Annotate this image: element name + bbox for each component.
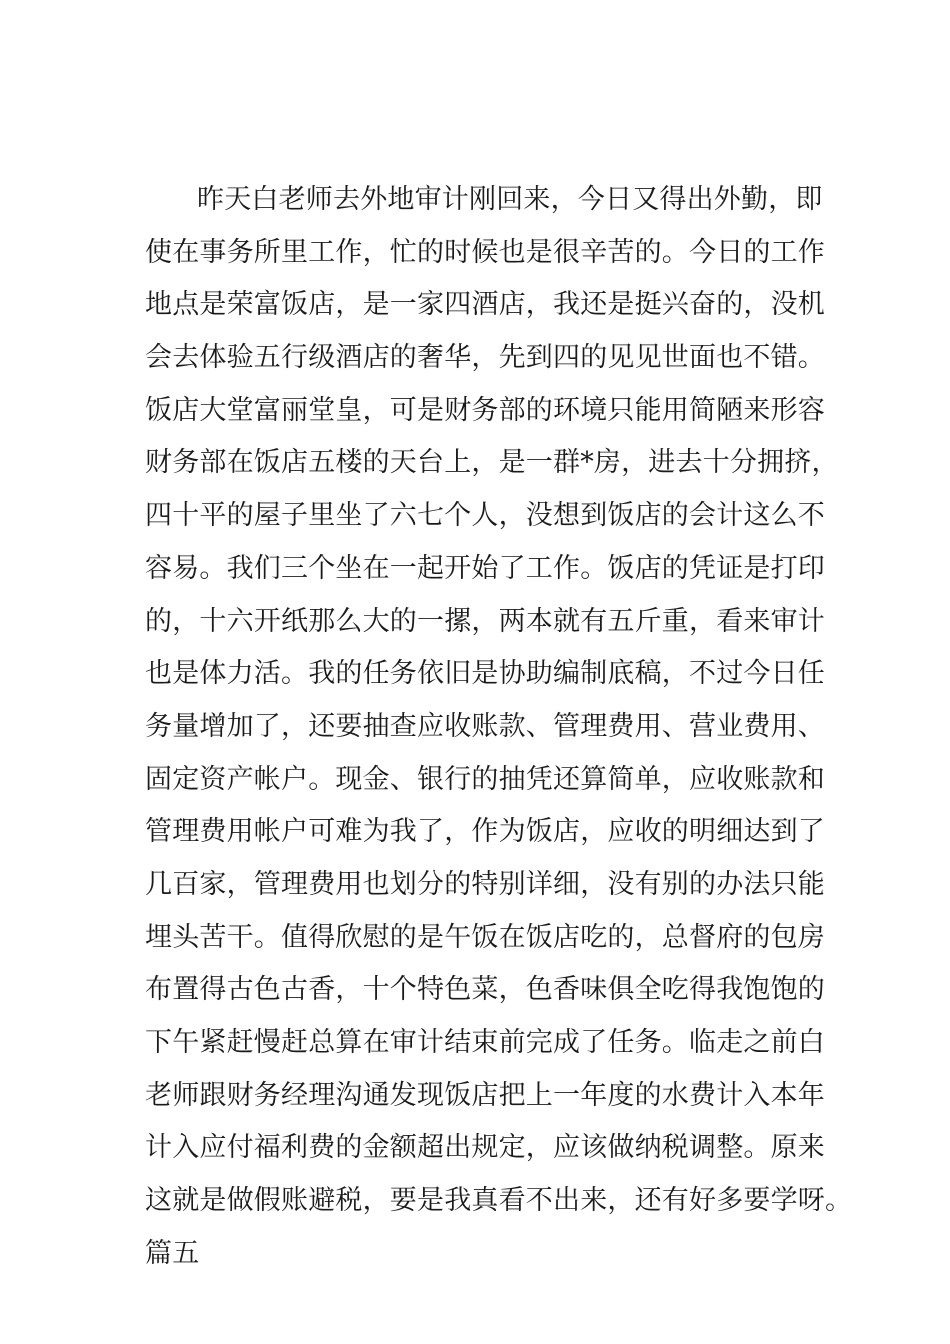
text-line: 计入应付福利费的金额超出规定，应该做纳税调整。原来 <box>145 1132 825 1164</box>
text-line: 几百家，管理费用也划分的特别详细，没有别的办法只能 <box>145 868 825 900</box>
text-line: 管理费用帐户可难为我了，作为饭店，应收的明细达到了 <box>145 816 825 848</box>
section-heading: 篇五 <box>145 1237 200 1269</box>
text-line: 布置得古色古香，十个特色菜，色香味俱全吃得我饱饱的 <box>145 974 825 1006</box>
text-line: 的，十六开纸那么大的一摞，两本就有五斤重，看来审计 <box>145 605 825 637</box>
text-line: 昨天白老师去外地审计刚回来，今日又得出外勤，即 <box>197 184 823 215</box>
text-line: 财务部在饭店五楼的天台上，是一群*房，进去十分拥挤， <box>145 447 839 479</box>
text-line: 埋头苦干。值得欣慰的是午饭在饭店吃的，总督府的包房 <box>145 921 825 953</box>
text-line: 容易。我们三个坐在一起开始了工作。饭店的凭证是打印 <box>145 552 825 584</box>
text-line: 会去体验五行级酒店的奢华，先到四的见见世面也不错。 <box>145 342 825 374</box>
text-line: 固定资产帐户。现金、银行的抽凭还算简单，应收账款和 <box>145 763 825 795</box>
text-line: 这就是做假账避税，要是我真看不出来，还有好多要学呀。 <box>145 1185 853 1217</box>
text-line: 饭店大堂富丽堂皇，可是财务部的环境只能用简陋来形容 <box>145 394 825 426</box>
text-line: 地点是荣富饭店，是一家四酒店，我还是挺兴奋的，没机 <box>145 289 825 321</box>
text-line: 使在事务所里工作，忙的时候也是很辛苦的。今日的工作 <box>145 236 825 268</box>
text-line: 下午紧赶慢赶总算在审计结束前完成了任务。临走之前白 <box>145 1027 825 1058</box>
text-line: 四十平的屋子里坐了六七个人，没想到饭店的会计这么不 <box>145 500 825 532</box>
text-line: 老师跟财务经理沟通发现饭店把上一年度的水费计入本年 <box>145 1079 825 1111</box>
text-line: 也是体力活。我的任务依旧是协助编制底稿，不过今日任 <box>145 658 825 690</box>
text-line: 务量增加了，还要抽查应收账款、管理费用、营业费用、 <box>145 710 825 742</box>
body-text <box>145 174 853 1280</box>
